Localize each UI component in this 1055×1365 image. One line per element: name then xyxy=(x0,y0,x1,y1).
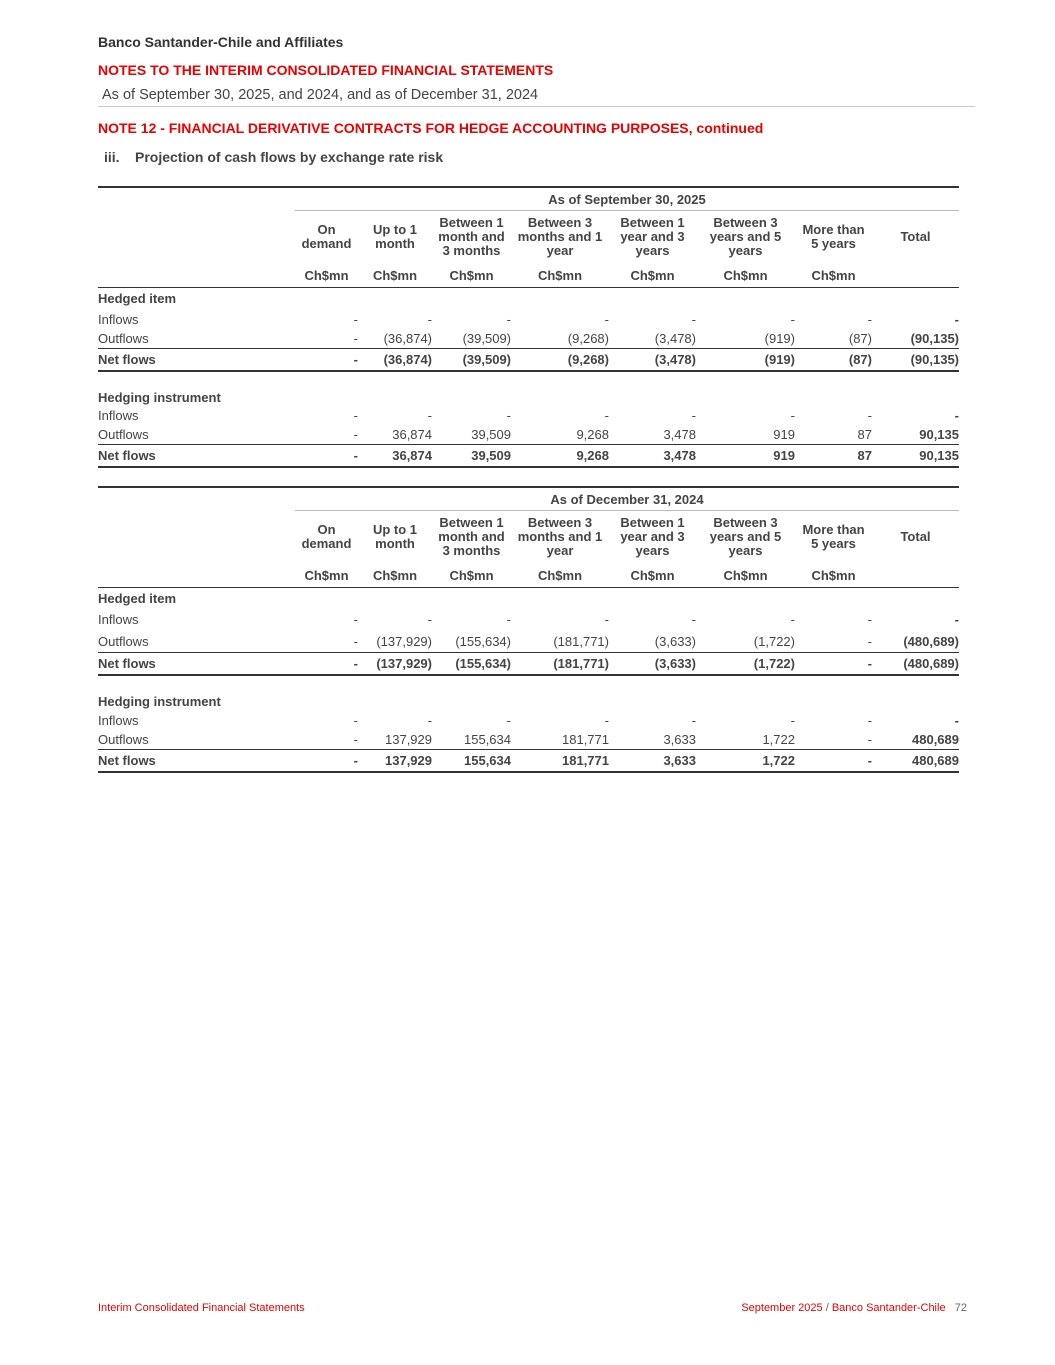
cell: (155,634) xyxy=(455,633,511,649)
unit-label: Ch$mn xyxy=(295,563,358,588)
cell: 36,874 xyxy=(358,445,432,467)
row-label: Net flows xyxy=(98,653,295,675)
cell: - xyxy=(867,713,872,728)
col-1m-3m: Between 1 month and 3 months xyxy=(438,215,505,258)
cell: 137,929 xyxy=(358,750,432,772)
cell: - xyxy=(353,633,358,649)
cell: - xyxy=(295,445,358,467)
footer-date: September 2025 xyxy=(741,1302,823,1314)
cell-total: 480,689 xyxy=(872,750,959,772)
period-row xyxy=(98,488,959,511)
section-row xyxy=(98,692,959,712)
section-label: Hedged item xyxy=(98,290,177,306)
cell: - xyxy=(691,311,696,327)
col-1y-3y: Between 1 year and 3 years xyxy=(620,215,685,258)
cell: 39,509 xyxy=(432,445,511,467)
table-row xyxy=(98,712,959,730)
cell: (39,509) xyxy=(432,349,511,371)
cell-total: - xyxy=(954,713,959,728)
footer-bank: Banco Santander-Chile xyxy=(831,1302,946,1314)
cell-total: (480,689) xyxy=(903,633,959,649)
cell: 181,771 xyxy=(511,750,609,772)
cell: - xyxy=(795,750,872,772)
unit-label: Ch$mn xyxy=(432,263,511,288)
footer-separator: / xyxy=(822,1302,832,1314)
cash-flow-table-sep-2025 xyxy=(98,186,959,468)
section-label: Hedged item xyxy=(98,590,177,606)
column-header-row xyxy=(98,511,959,564)
unit-label: Ch$mn xyxy=(358,263,432,288)
cell: (919) xyxy=(696,349,795,371)
table-row xyxy=(98,330,959,349)
col-total: Total xyxy=(900,229,931,244)
cell-total: 90,135 xyxy=(919,426,959,442)
cell-total: (90,135) xyxy=(872,349,959,371)
table-row xyxy=(98,730,959,750)
cell: - xyxy=(427,612,432,627)
cell: 919 xyxy=(696,445,795,467)
cell: - xyxy=(867,612,872,627)
cell: 155,634 xyxy=(464,731,511,747)
cell-total: 90,135 xyxy=(872,445,959,467)
cell: (137,929) xyxy=(376,633,432,649)
cell-total: - xyxy=(954,612,959,627)
cell-total: (90,135) xyxy=(910,331,959,347)
cell: - xyxy=(691,408,696,423)
cell-total: - xyxy=(954,408,959,423)
col-more-5y: More than 5 years xyxy=(802,222,865,251)
section-subtitle-text: Projection of cash flows by exchange rate risk xyxy=(135,149,444,165)
cell: - xyxy=(295,349,358,371)
cell: (155,634) xyxy=(432,653,511,675)
cell: - xyxy=(506,408,511,423)
cell: - xyxy=(353,311,358,327)
cell: (36,874) xyxy=(383,331,432,347)
unit-label: Ch$mn xyxy=(295,263,358,288)
row-label: Inflows xyxy=(98,612,139,627)
unit-label: Ch$mn xyxy=(696,563,795,588)
cell: - xyxy=(295,653,358,675)
net-flows-row xyxy=(98,653,959,675)
cell: 181,771 xyxy=(562,731,609,747)
cell: - xyxy=(604,713,609,728)
row-label: Inflows xyxy=(98,311,139,327)
col-1m-3m: Between 1 month and 3 months xyxy=(438,515,505,558)
cell: - xyxy=(790,612,795,627)
col-3y-5y: Between 3 years and 5 years xyxy=(709,515,782,558)
cell: - xyxy=(353,612,358,627)
cell: - xyxy=(506,612,511,627)
table-row xyxy=(98,609,959,631)
col-3y-5y: Between 3 years and 5 years xyxy=(709,215,782,258)
cell: (3,633) xyxy=(609,653,696,675)
row-label: Net flows xyxy=(98,349,295,371)
cell: - xyxy=(353,731,358,747)
cell: - xyxy=(353,426,358,442)
row-label: Net flows xyxy=(98,750,295,772)
note-title: NOTE 12 - FINANCIAL DERIVATIVE CONTRACTS FOR HEDGE ACCOUNTING PURPOSES, continued xyxy=(98,120,764,136)
cell: (36,874) xyxy=(358,349,432,371)
cell: (3,478) xyxy=(654,331,696,347)
unit-label: Ch$mn xyxy=(795,563,872,588)
cell: - xyxy=(295,750,358,772)
row-label: Outflows xyxy=(98,426,149,442)
period-title: As of December 31, 2024 xyxy=(295,488,959,511)
net-flows-row xyxy=(98,445,959,467)
section-number: iii. xyxy=(104,149,120,165)
cell: - xyxy=(691,612,696,627)
col-up-to-1-month: Up to 1 month xyxy=(372,522,418,551)
cell: 3,478 xyxy=(663,426,696,442)
net-flows-row xyxy=(98,750,959,772)
cell: (9,268) xyxy=(567,331,609,347)
cell: - xyxy=(427,713,432,728)
cell: - xyxy=(790,713,795,728)
unit-label: Ch$mn xyxy=(696,263,795,288)
col-3m-1y: Between 3 months and 1 year xyxy=(517,215,603,258)
section-label: Hedging instrument xyxy=(98,694,221,709)
col-on-demand: On demand xyxy=(301,522,352,551)
section-row xyxy=(98,288,959,309)
cash-flow-table-dec-2024 xyxy=(98,486,959,773)
unit-label: Ch$mn xyxy=(511,563,609,588)
unit-label: Ch$mn xyxy=(609,263,696,288)
cell: 87 xyxy=(857,426,872,442)
cell: 919 xyxy=(773,426,795,442)
cell: - xyxy=(604,612,609,627)
cell: (3,633) xyxy=(654,633,696,649)
cell: (87) xyxy=(848,331,872,347)
row-label: Outflows xyxy=(98,731,149,747)
cell: - xyxy=(795,653,872,675)
col-on-demand: On demand xyxy=(301,222,352,251)
table-row xyxy=(98,407,959,425)
col-total: Total xyxy=(900,529,931,544)
cell: (181,771) xyxy=(553,633,609,649)
cell: - xyxy=(353,331,358,347)
cell: - xyxy=(506,713,511,728)
table-row xyxy=(98,309,959,330)
table-row xyxy=(98,631,959,653)
units-row xyxy=(98,263,959,288)
cell: - xyxy=(691,713,696,728)
cell: (137,929) xyxy=(358,653,432,675)
cell: 3,633 xyxy=(663,731,696,747)
header-divider xyxy=(98,106,975,107)
cell: - xyxy=(353,408,358,423)
cell: 1,722 xyxy=(696,750,795,772)
spacer-row xyxy=(98,371,959,388)
notes-title: NOTES TO THE INTERIM CONSOLIDATED FINANCIAL STATEMENTS xyxy=(98,62,554,78)
cell: (919) xyxy=(764,331,795,347)
cell: - xyxy=(867,311,872,327)
cell: 9,268 xyxy=(511,445,609,467)
section-subtitle xyxy=(104,149,443,165)
cell: 39,509 xyxy=(471,426,511,442)
cell: (87) xyxy=(795,349,872,371)
cell: (1,722) xyxy=(696,653,795,675)
cell: - xyxy=(604,408,609,423)
page-number: 72 xyxy=(954,1302,967,1314)
row-label: Net flows xyxy=(98,445,295,467)
cell: 155,634 xyxy=(432,750,511,772)
section-label: Hedging instrument xyxy=(98,389,221,405)
as-of-date: As of September 30, 2025, and 2024, and as of December 31, 2024 xyxy=(102,87,539,103)
unit-label: Ch$mn xyxy=(795,263,872,288)
unit-label: Ch$mn xyxy=(432,563,511,588)
footer-left: Interim Consolidated Financial Statements xyxy=(98,1302,305,1314)
cell: - xyxy=(790,311,795,327)
cell: 1,722 xyxy=(762,731,795,747)
period-title: As of September 30, 2025 xyxy=(295,188,959,211)
cell: - xyxy=(867,408,872,423)
cell: - xyxy=(427,408,432,423)
col-3m-1y: Between 3 months and 1 year xyxy=(517,515,603,558)
table-row xyxy=(98,425,959,445)
cell: (3,478) xyxy=(609,349,696,371)
period-row xyxy=(98,188,959,211)
section-row xyxy=(98,388,959,407)
cell: - xyxy=(867,731,872,747)
cell: - xyxy=(353,713,358,728)
row-label: Inflows xyxy=(98,713,139,728)
row-label: Outflows xyxy=(98,633,149,649)
cell: - xyxy=(427,311,432,327)
cell: (9,268) xyxy=(511,349,609,371)
column-header-row xyxy=(98,211,959,264)
net-flows-row xyxy=(98,349,959,371)
cell: 137,929 xyxy=(385,731,432,747)
units-row xyxy=(98,563,959,588)
col-up-to-1-month: Up to 1 month xyxy=(372,222,418,251)
unit-label: Ch$mn xyxy=(511,263,609,288)
row-label: Outflows xyxy=(98,331,149,347)
cell: - xyxy=(506,311,511,327)
unit-label: Ch$mn xyxy=(358,563,432,588)
cell-total: (480,689) xyxy=(872,653,959,675)
cell: 9,268 xyxy=(576,426,609,442)
cell: - xyxy=(790,408,795,423)
cell: (39,509) xyxy=(462,331,511,347)
cell: 36,874 xyxy=(392,426,432,442)
col-1y-3y: Between 1 year and 3 years xyxy=(620,515,685,558)
cell-total: 480,689 xyxy=(912,731,959,747)
cell-total: - xyxy=(954,311,959,327)
footer-right xyxy=(741,1302,967,1314)
unit-label: Ch$mn xyxy=(609,563,696,588)
company-name: Banco Santander-Chile and Affiliates xyxy=(98,34,344,50)
cell: - xyxy=(867,633,872,649)
cell: 3,478 xyxy=(609,445,696,467)
cell: - xyxy=(604,311,609,327)
cell: 3,633 xyxy=(609,750,696,772)
cell: (1,722) xyxy=(753,633,795,649)
section-row xyxy=(98,588,959,609)
row-label: Inflows xyxy=(98,408,139,423)
spacer-row xyxy=(98,675,959,692)
col-more-5y: More than 5 years xyxy=(802,522,865,551)
cell: (181,771) xyxy=(511,653,609,675)
cell: 87 xyxy=(795,445,872,467)
